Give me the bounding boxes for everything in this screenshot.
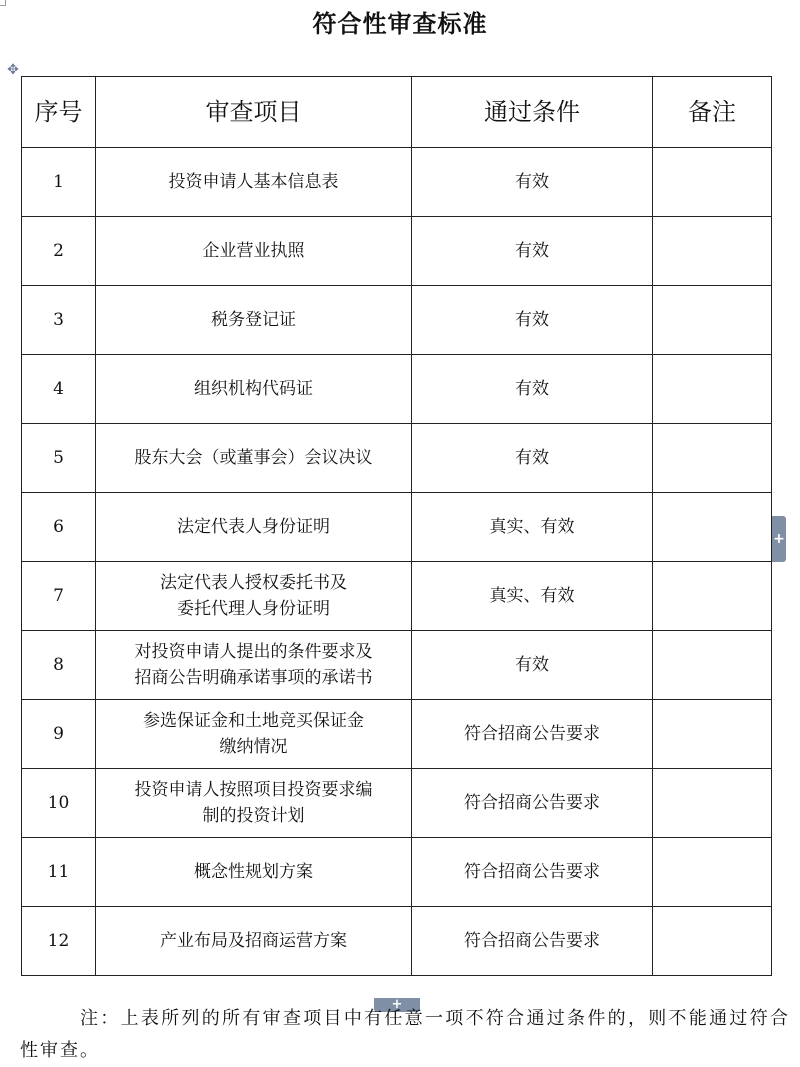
cell-seq[interactable]: 4 [22, 355, 96, 424]
cell-review-item[interactable]: 组织机构代码证 [96, 355, 412, 424]
cell-seq[interactable]: 3 [22, 286, 96, 355]
add-column-icon[interactable]: + [374, 998, 420, 1012]
cell-review-item[interactable]: 对投资申请人提出的条件要求及 招商公告明确承诺事项的承诺书 [96, 631, 412, 700]
cell-pass-condition[interactable]: 符合招商公告要求 [412, 838, 653, 907]
cell-seq[interactable]: 11 [22, 838, 96, 907]
cell-remark[interactable] [653, 424, 772, 493]
table-move-icon[interactable]: ✥ [7, 62, 19, 78]
header-remark[interactable]: 备注 [653, 77, 772, 148]
cell-review-item[interactable]: 法定代表人身份证明 [96, 493, 412, 562]
table-row [22, 631, 772, 700]
cell-review-item[interactable]: 概念性规划方案 [96, 838, 412, 907]
cell-seq[interactable]: 9 [22, 700, 96, 769]
cell-seq[interactable]: 8 [22, 631, 96, 700]
cell-remark[interactable] [653, 148, 772, 217]
document-title: 符合性审查标准 [312, 10, 488, 38]
cell-remark[interactable] [653, 355, 772, 424]
cell-remark[interactable] [653, 838, 772, 907]
cell-remark[interactable] [653, 907, 772, 976]
cell-remark[interactable] [653, 700, 772, 769]
cell-remark[interactable] [653, 769, 772, 838]
cell-pass-condition[interactable]: 符合招商公告要求 [412, 769, 653, 838]
table-row [22, 769, 772, 838]
cell-seq[interactable]: 7 [22, 562, 96, 631]
table-row [22, 562, 772, 631]
table-row [22, 838, 772, 907]
cell-review-item[interactable]: 参选保证金和土地竞买保证金 缴纳情况 [96, 700, 412, 769]
cell-seq[interactable]: 6 [22, 493, 96, 562]
cell-review-item[interactable]: 税务登记证 [96, 286, 412, 355]
cell-pass-condition[interactable]: 真实、有效 [412, 493, 653, 562]
table-row [22, 493, 772, 562]
add-row-icon[interactable]: + [772, 516, 786, 562]
cell-seq[interactable]: 2 [22, 217, 96, 286]
cell-seq[interactable]: 5 [22, 424, 96, 493]
cell-remark[interactable] [653, 286, 772, 355]
cell-seq[interactable]: 1 [22, 148, 96, 217]
cell-review-item[interactable]: 法定代表人授权委托书及 委托代理人身份证明 [96, 562, 412, 631]
table-row [22, 424, 772, 493]
footnote: 注：上表所列的所有审查项目中有任意一项不符合通过条件的，则不能通过符合性审查。 [20, 1008, 790, 1061]
table-row [22, 700, 772, 769]
cell-seq[interactable]: 10 [22, 769, 96, 838]
header-item[interactable]: 审查项目 [96, 77, 412, 148]
header-seq[interactable]: 序号 [22, 77, 96, 148]
review-standards-table [21, 76, 772, 976]
cell-pass-condition[interactable]: 有效 [412, 286, 653, 355]
cell-pass-condition[interactable]: 符合招商公告要求 [412, 907, 653, 976]
cell-remark[interactable] [653, 631, 772, 700]
cell-pass-condition[interactable]: 有效 [412, 424, 653, 493]
table-row [22, 907, 772, 976]
table-row [22, 217, 772, 286]
cell-pass-condition[interactable]: 有效 [412, 217, 653, 286]
cell-remark[interactable] [653, 217, 772, 286]
cell-review-item[interactable]: 产业布局及招商运营方案 [96, 907, 412, 976]
cell-seq[interactable]: 12 [22, 907, 96, 976]
cell-review-item[interactable]: 股东大会（或董事会）会议决议 [96, 424, 412, 493]
cell-pass-condition[interactable]: 有效 [412, 355, 653, 424]
header-condition[interactable]: 通过条件 [412, 77, 653, 148]
cell-pass-condition[interactable]: 有效 [412, 148, 653, 217]
cell-pass-condition[interactable]: 真实、有效 [412, 562, 653, 631]
cell-remark[interactable] [653, 562, 772, 631]
cell-review-item[interactable]: 投资申请人基本信息表 [96, 148, 412, 217]
table-row [22, 148, 772, 217]
cell-pass-condition[interactable]: 符合招商公告要求 [412, 700, 653, 769]
table-header-row [22, 77, 772, 148]
cell-review-item[interactable]: 投资申请人按照项目投资要求编 制的投资计划 [96, 769, 412, 838]
table-row [22, 286, 772, 355]
table-row [22, 355, 772, 424]
cell-review-item[interactable]: 企业营业执照 [96, 217, 412, 286]
cell-remark[interactable] [653, 493, 772, 562]
cell-pass-condition[interactable]: 有效 [412, 631, 653, 700]
table-body [22, 148, 772, 976]
